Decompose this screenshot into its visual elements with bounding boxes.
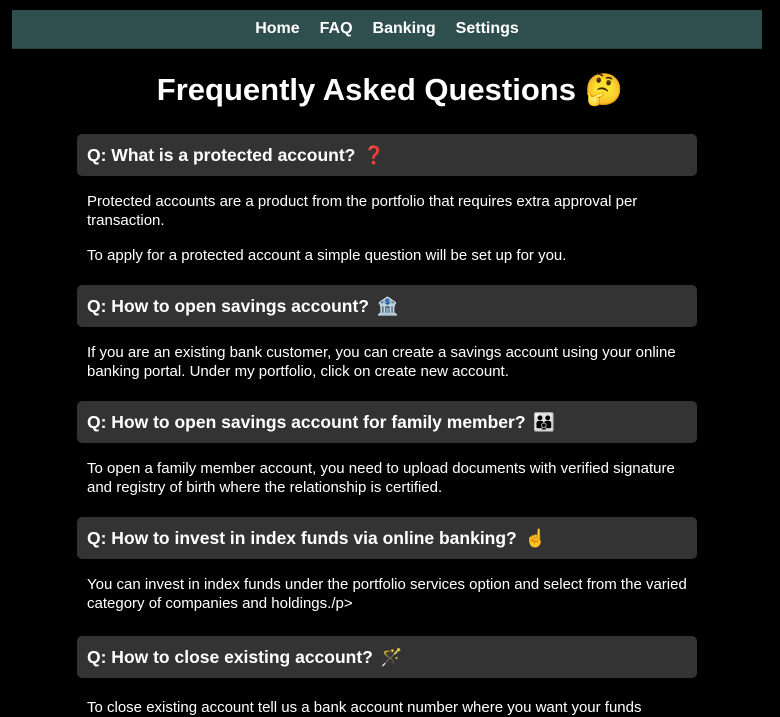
nav-banking-link[interactable]: Banking bbox=[372, 20, 436, 37]
nav-home-link[interactable]: Home bbox=[255, 20, 300, 37]
faq-answer-paragraph: You can invest in index funds under the portfolio services option and select from the varied category of companies and holdings./p> bbox=[87, 576, 687, 612]
faq-item-close-account bbox=[77, 636, 697, 717]
page-title bbox=[0, 70, 780, 110]
thinking-face-icon: 🤔 bbox=[584, 72, 624, 107]
family-icon: 👪 bbox=[533, 412, 556, 432]
faq-question-text: Q: How to open savings account for family member? bbox=[87, 412, 526, 432]
index-finger-icon: ☝️ bbox=[524, 528, 547, 548]
faq-answer bbox=[77, 192, 697, 265]
top-navigation bbox=[12, 10, 762, 49]
page-title-text: Frequently Asked Questions bbox=[156, 72, 576, 107]
faq-answer-paragraph: If you are an existing bank customer, you can create a savings account using your online banking portal. Under my portfolio, click on create new account. bbox=[87, 344, 676, 380]
faq-question-text: Q: How to open savings account? bbox=[87, 296, 369, 316]
nav-settings-link[interactable]: Settings bbox=[455, 20, 519, 37]
faq-question[interactable] bbox=[77, 401, 697, 443]
wand-icon: 🪄 bbox=[380, 647, 403, 667]
faq-question[interactable] bbox=[77, 636, 697, 678]
nav-faq-link[interactable]: FAQ bbox=[319, 20, 353, 37]
faq-item-protected-account bbox=[77, 134, 697, 285]
faq-question-text: Q: How to close existing account? bbox=[87, 647, 373, 667]
faq-answer bbox=[77, 698, 697, 717]
faq-question-text: Q: What is a protected account? bbox=[87, 145, 356, 165]
faq-answer-paragraph: To open a family member account, you need to upload documents with verified signature and registry of birth where the relationship is certified. bbox=[87, 460, 675, 496]
question-mark-icon: ❓ bbox=[363, 145, 386, 165]
faq-question[interactable] bbox=[77, 134, 697, 176]
faq-answer bbox=[77, 575, 697, 613]
faq-item-index-funds bbox=[77, 517, 697, 636]
faq-question[interactable] bbox=[77, 285, 697, 327]
faq-list bbox=[77, 134, 697, 717]
faq-answer bbox=[77, 459, 697, 497]
faq-answer bbox=[77, 343, 697, 381]
faq-question[interactable] bbox=[77, 517, 697, 559]
bank-icon: 🏦 bbox=[376, 296, 399, 316]
faq-answer-paragraph: To apply for a protected account a simple question will be set up for you. bbox=[87, 247, 567, 264]
faq-item-open-savings bbox=[77, 285, 697, 401]
faq-answer-paragraph: To close existing account tell us a bank account number where you want your funds bbox=[87, 699, 642, 716]
faq-item-family-savings bbox=[77, 401, 697, 517]
faq-answer-paragraph: Protected accounts are a product from the portfolio that requires extra approval per transaction. bbox=[87, 193, 638, 229]
faq-question-text: Q: How to invest in index funds via online banking? bbox=[87, 528, 517, 548]
